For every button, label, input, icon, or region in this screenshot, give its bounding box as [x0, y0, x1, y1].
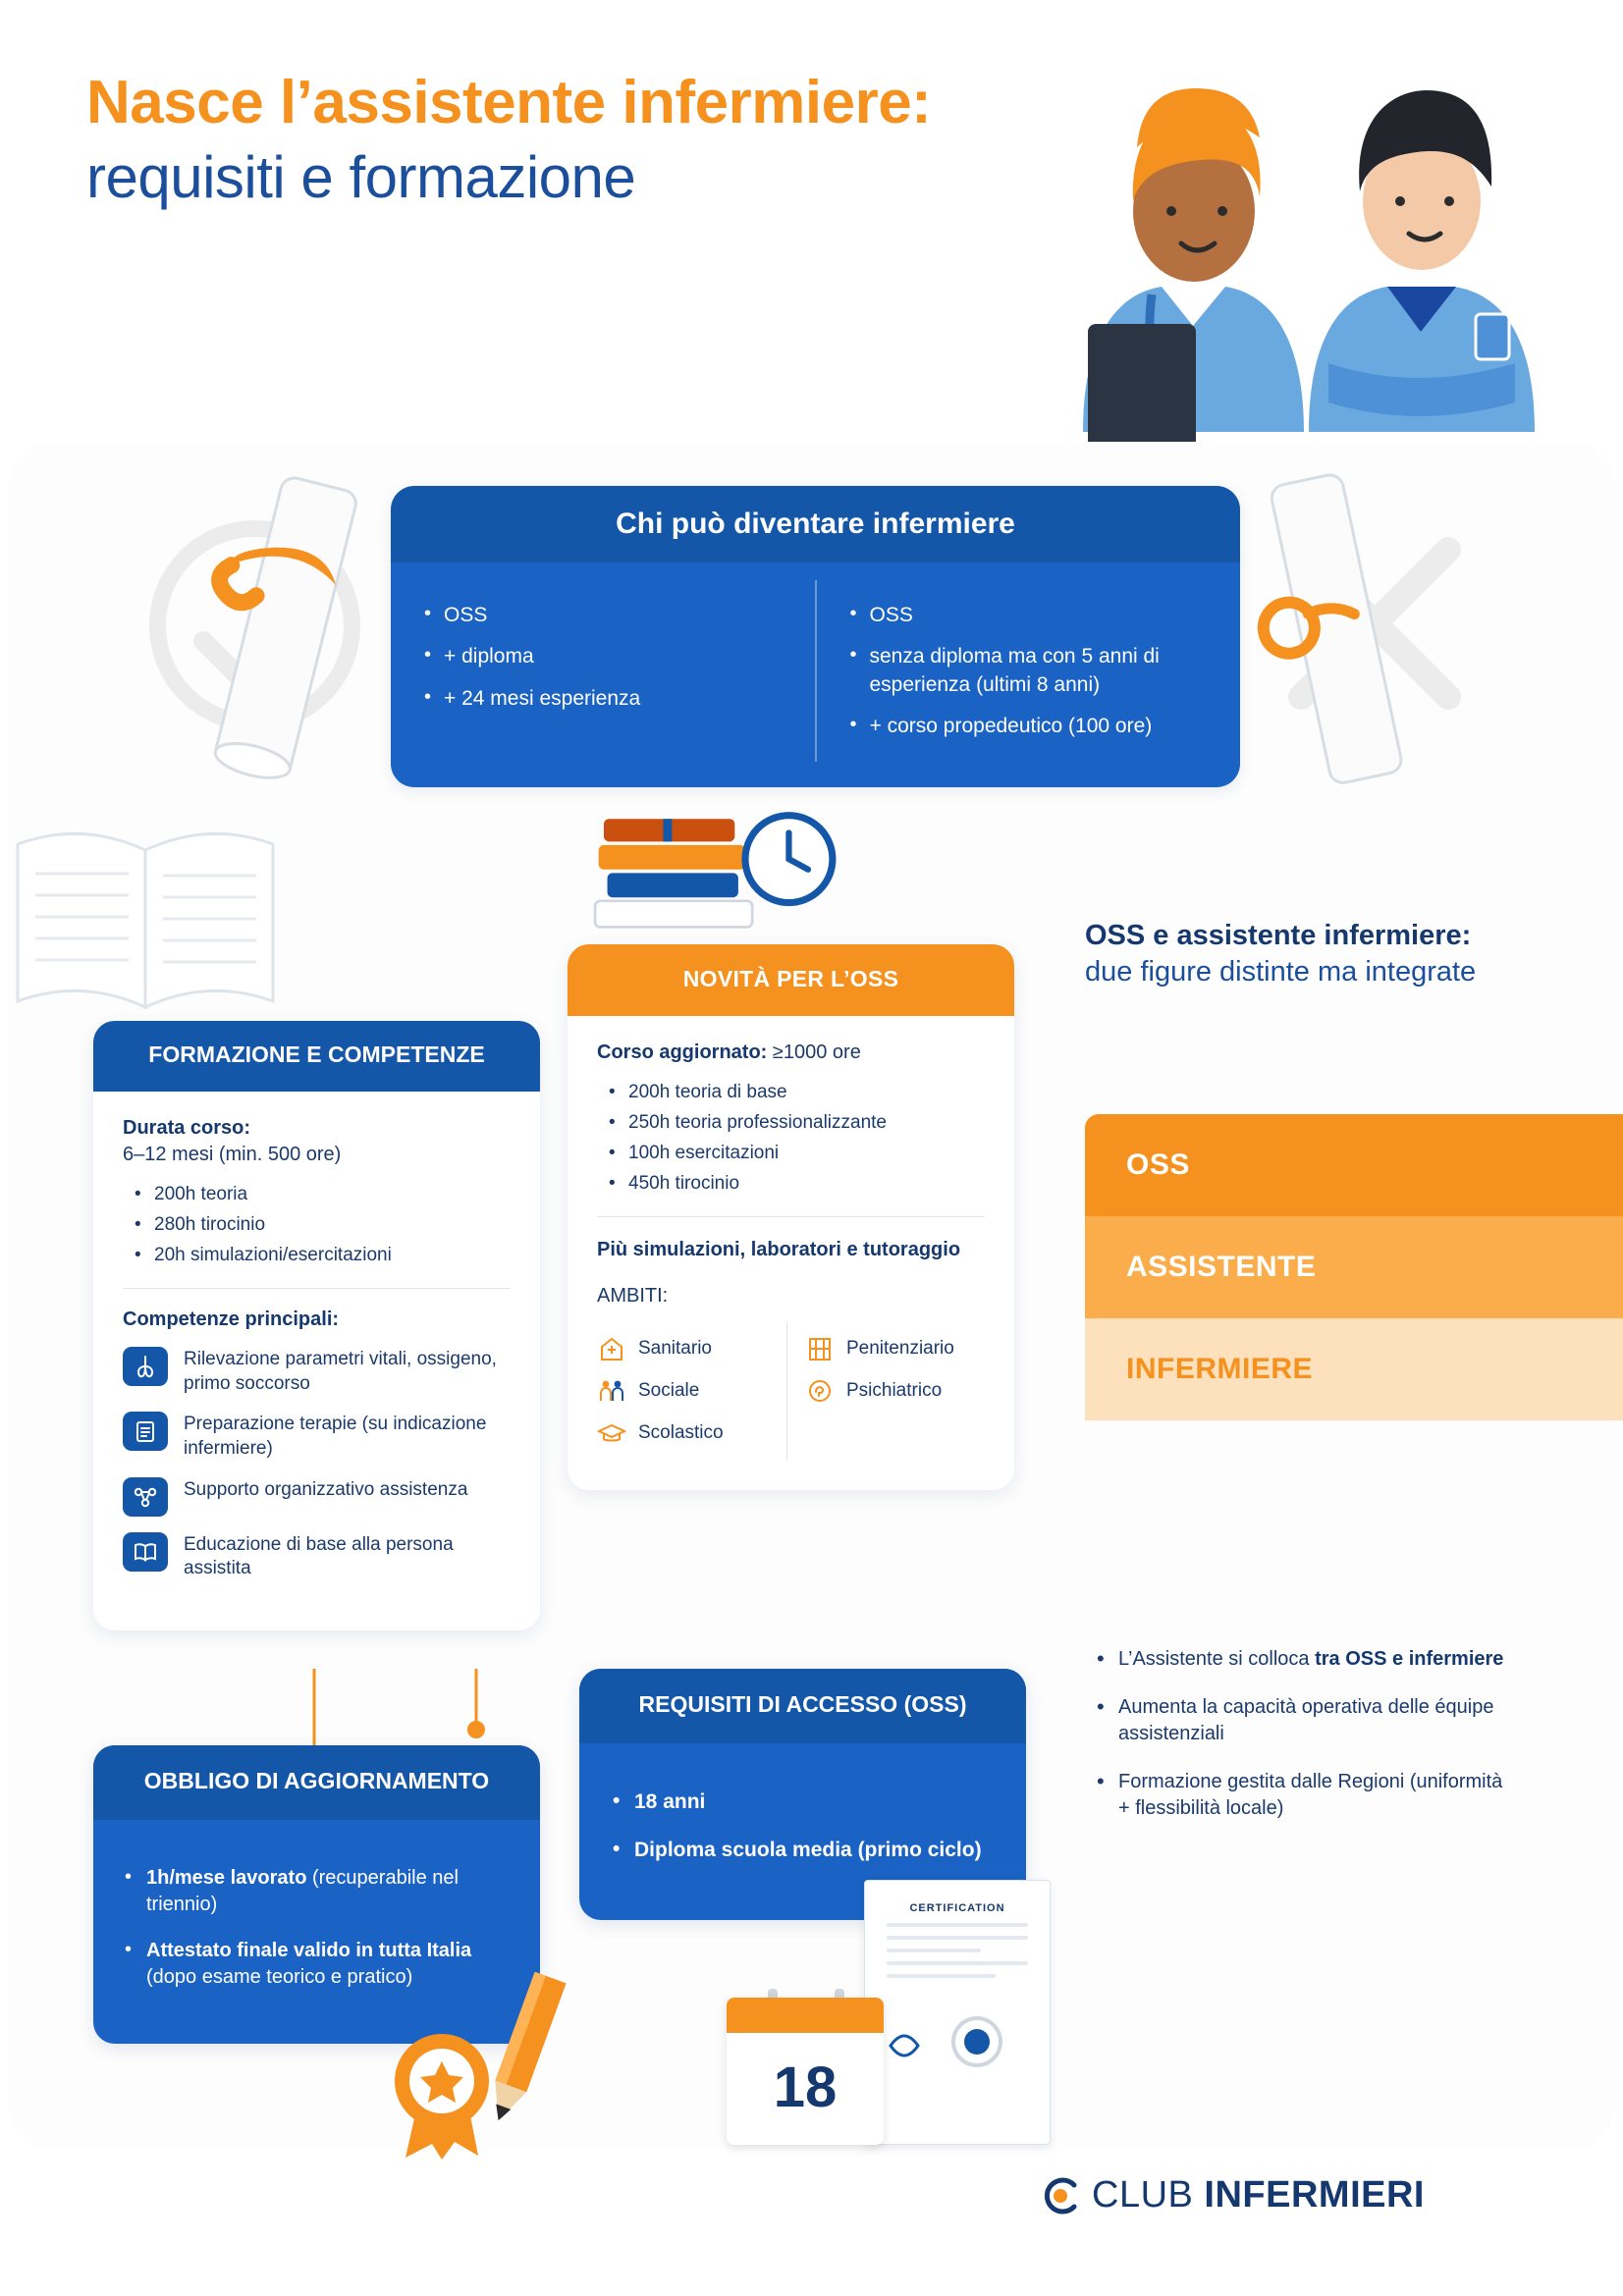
competenza-row [123, 1532, 511, 1581]
ambito-row [597, 1376, 777, 1406]
formazione-items [135, 1184, 511, 1266]
calendar-header [727, 1998, 884, 2033]
ambito-text: Penitenziario [846, 1338, 954, 1359]
bullet-pre: L’Assistente si colloca [1118, 1648, 1316, 1670]
list-item: • Aumenta la capacità operativa delle équipe assistenziali [1095, 1694, 1517, 1747]
title-line-1: Nasce l’assistente infermiere: [86, 69, 932, 136]
durata-label: Durata corso: [123, 1116, 251, 1139]
obbligo-bold: Attestato finale valido in tutta Italia [146, 1939, 472, 1961]
certificate-seal-icon [887, 2012, 1034, 2071]
obbligo-title: OBBLIGO DI AGGIORNAMENTO [93, 1745, 540, 1820]
nurses-illustration [1014, 0, 1564, 442]
chi-puo-left-column [391, 580, 817, 762]
list-item: • OSS [850, 602, 1214, 629]
formazione-competenze-card [93, 1021, 540, 1630]
calendar-decor [727, 1998, 884, 2145]
roles-stack [1085, 1114, 1623, 1420]
right-column-title [1085, 918, 1497, 990]
diploma-right-decor [1203, 471, 1468, 795]
novita-oss-card [568, 944, 1014, 1490]
logo-text-light: CLUB [1092, 2174, 1205, 2216]
ambito-row [805, 1334, 985, 1363]
divider [887, 1961, 1028, 1965]
graduation-icon [597, 1418, 626, 1448]
competenza-text: Preparazione terapie (su indicazione infermiere) [184, 1414, 487, 1459]
obbligo-rest: (dopo esame teorico e pratico) [146, 1965, 413, 1988]
list-item: • 20h simulazioni/esercitazioni [135, 1245, 511, 1266]
prison-icon [805, 1334, 835, 1363]
obbligo-rest: (recuperabile nel triennio) [146, 1866, 459, 1915]
list-item [1095, 1646, 1517, 1673]
novita-title: NOVITÀ PER L’OSS [568, 944, 1014, 1016]
right-title-normal: due figure distinte ma integrate [1085, 956, 1477, 988]
formazione-title: FORMAZIONE E COMPETENZE [93, 1021, 540, 1092]
hospital-icon [597, 1334, 626, 1363]
award-rosette-decor [378, 2012, 506, 2160]
books-clock-decor [579, 805, 864, 962]
book-icon [123, 1532, 168, 1572]
list-item: • Formazione gestita dalle Regioni (uniformità + flessibilità locale) [1095, 1769, 1517, 1822]
certificate-decor [864, 1880, 1051, 2145]
chi-puo-right-column [817, 580, 1241, 762]
ambiti-right-column [787, 1321, 985, 1461]
logo-mark-icon [1041, 2176, 1080, 2216]
divider [887, 1949, 981, 1952]
corso-label: Corso aggiornato: [597, 1041, 768, 1063]
corso-value: ≥1000 ore [772, 1041, 861, 1063]
divider [887, 1974, 996, 1978]
ambito-text: Psichiatrico [846, 1380, 943, 1401]
calendar-day: 18 [773, 2056, 838, 2119]
list-item: • Diploma scuola media (primo ciclo) [613, 1837, 993, 1863]
corso-aggiornato-row [597, 1041, 985, 1064]
list-item: • 100h esercitazioni [609, 1143, 985, 1164]
ambito-text: Sociale [638, 1380, 700, 1401]
chi-puo-diventare-card [391, 486, 1240, 787]
list-item [125, 1938, 509, 1991]
novita-items [609, 1082, 985, 1195]
stack-row-oss: OSS [1085, 1114, 1623, 1216]
competenza-text: Supporto organizzativo assistenza [184, 1478, 468, 1500]
divider [887, 1923, 1028, 1927]
list-item: • + corso propedeutico (100 ore) [850, 713, 1214, 740]
diploma-left-decor [157, 471, 422, 785]
list-item: • 450h tirocinio [609, 1173, 985, 1195]
divider [123, 1288, 511, 1289]
people-icon [597, 1376, 626, 1406]
competenza-row [123, 1412, 511, 1461]
competenza-row [123, 1347, 511, 1396]
open-book-decor [8, 805, 293, 1031]
list-item [125, 1865, 509, 1918]
brand-logo [1041, 2174, 1425, 2216]
logo-text-bold: INFERMIERI [1204, 2174, 1425, 2216]
novita-subtitle: Più simulazioni, laboratori e tutoraggio [597, 1239, 961, 1260]
ambito-text: Sanitario [638, 1338, 712, 1359]
certificate-title: CERTIFICATION [909, 1902, 1005, 1914]
competenza-row [123, 1477, 511, 1517]
durata-value: 6–12 mesi (min. 500 ore) [123, 1143, 342, 1165]
list-item: • 280h tirocinio [135, 1214, 511, 1236]
requisiti-title: REQUISITI DI ACCESSO (OSS) [579, 1669, 1026, 1743]
ambito-row [597, 1334, 777, 1363]
right-bullets [1095, 1625, 1517, 1843]
competenza-text: Rilevazione parametri vitali, ossigeno, primo soccorso [184, 1348, 497, 1394]
header [0, 0, 1623, 442]
ambito-row [805, 1376, 985, 1406]
ambito-row [597, 1418, 777, 1448]
list-item: • 200h teoria di base [609, 1082, 985, 1103]
title-line-2: requisiti e formazione [86, 144, 636, 211]
list-item: • 200h teoria [135, 1184, 511, 1205]
ambito-text: Scolastico [638, 1422, 724, 1443]
list-item: • 250h teoria professionalizzante [609, 1112, 985, 1134]
list-item: • OSS [424, 602, 787, 629]
list-item: • senza diploma ma con 5 anni di esperienza (ultimi 8 anni) [850, 643, 1214, 699]
ambiti-label: AMBITI: [597, 1285, 669, 1307]
page-title [86, 67, 970, 213]
clipboard-icon [123, 1412, 168, 1451]
ambiti-left-column [597, 1321, 787, 1461]
brain-icon [805, 1376, 835, 1406]
bullet-bold: tra OSS e infermiere [1315, 1648, 1504, 1670]
obbligo-bold: 1h/mese lavorato [146, 1866, 307, 1889]
competenza-text: Educazione di base alla persona assistita [184, 1533, 454, 1579]
right-title-bold: OSS e assistente infermiere: [1085, 920, 1472, 951]
list-item: • 18 anni [613, 1789, 993, 1815]
logo-text [1092, 2174, 1425, 2216]
lungs-icon [123, 1347, 168, 1386]
stack-row-infermiere: INFERMIERE [1085, 1318, 1623, 1420]
list-item: • + diploma [424, 643, 787, 670]
chi-puo-title: Chi può diventare infermiere [391, 486, 1240, 562]
divider [887, 1936, 1028, 1940]
list-item: • + 24 mesi esperienza [424, 685, 787, 713]
network-icon [123, 1477, 168, 1517]
stack-row-assistente: ASSISTENTE [1085, 1216, 1623, 1318]
competenze-label: Competenze principali: [123, 1308, 340, 1330]
divider [597, 1216, 985, 1217]
